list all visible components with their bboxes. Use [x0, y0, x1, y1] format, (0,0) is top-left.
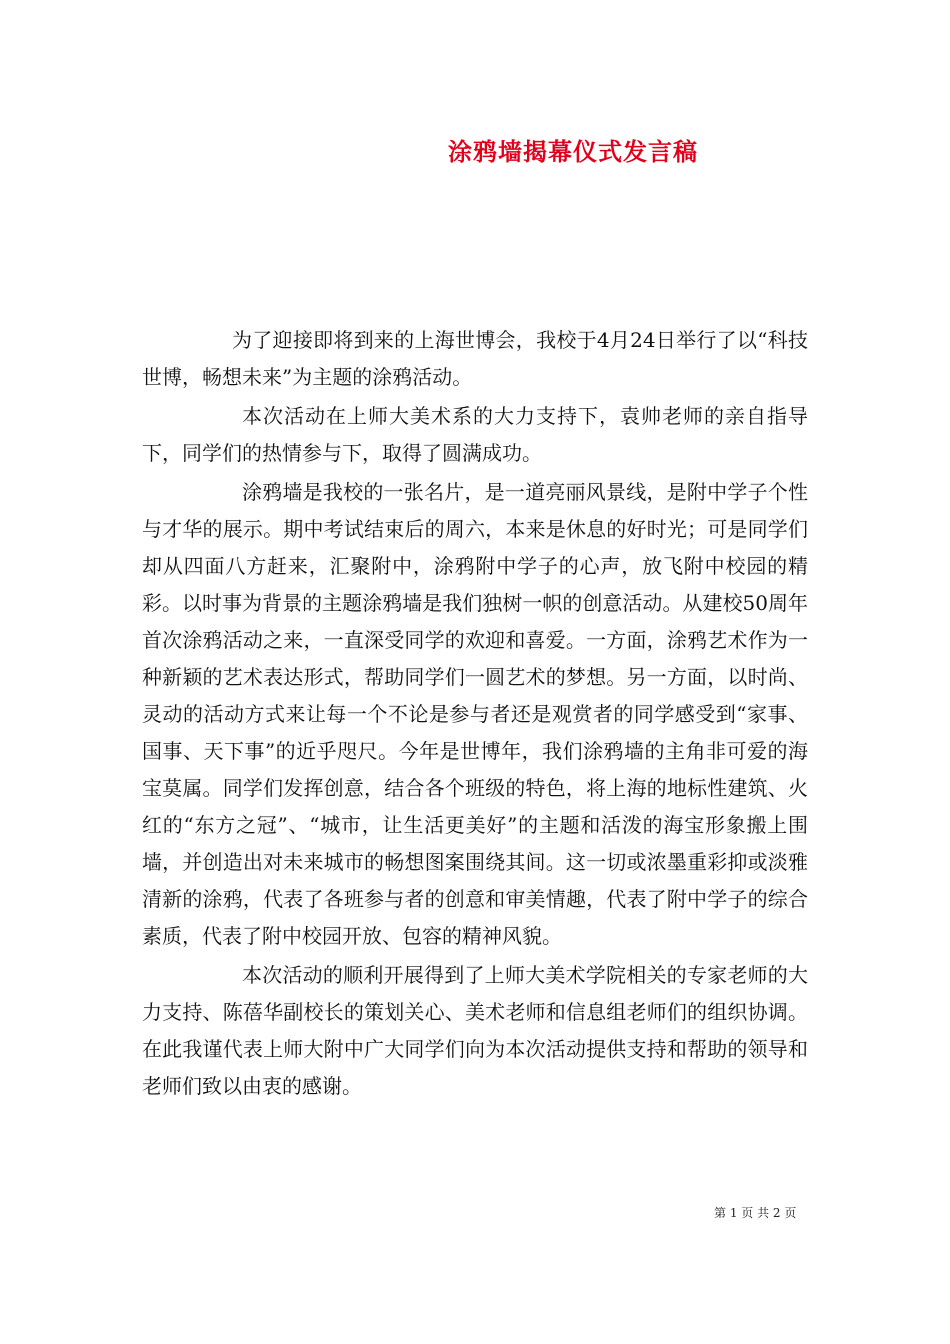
paragraph-4: 本次活动的顺利开展得到了上师大美术学院相关的专家老师的大力支持、陈蓓华副校长的策划关心、美术老师和信息组老师们的组织协调。在此我谨代表上师大附中广大同学们向为本次活动提供支持和帮助的领导和老师们致以由衷的感谢。	[142, 963, 808, 1098]
document-title: 涂鸦墙揭幕仪式发言稿	[448, 137, 698, 166]
paragraph-2: 本次活动在上师大美术系的大力支持下，袁帅老师的亲自指导下，同学们的热情参与下，取得了圆满成功。	[142, 404, 808, 465]
document-body	[142, 322, 808, 1107]
page-number-footer: 第 1 页 共 2 页	[714, 1206, 797, 1220]
paragraph-1: 为了迎接即将到来的上海世博会，我校于4月24日举行了以“科技世博，畅想未来”为主题的涂鸦活动。	[142, 328, 808, 389]
paragraph-3: 涂鸦墙是我校的一张名片，是一道亮丽风景线，是附中学子个性与才华的展示。期中考试结束后的周六，本来是休息的好时光；可是同学们却从四面八方赶来，汇聚附中，涂鸦附中学子的心声，放飞附中校园的精彩。以时事为背景的主题涂鸦墙是我们独树一帜的创意活动。从建校50周年首次涂鸦活动之来，一直深受同学的欢迎和喜爱。一方面，涂鸦艺术作为一种新颖的艺术表达形式，帮助同学们一圆艺术的梦想。另一方面，以时尚、灵动的活动方式来让每一个不论是参与者还是观赏者的同学感受到“家事、国事、天下事”的近乎咫尺。今年是世博年，我们涂鸦墙的主角非可爱的海宝莫属。同学们发挥创意，结合各个班级的特色，将上海的地标性建筑、火红的“东方之冠”、“城市，让生活更美好”的主题和活泼的海宝形象搬上围墙，并创造出对未来城市的畅想图案围绕其间。这一切或浓墨重彩抑或淡雅清新的涂鸦，代表了各班参与者的创意和审美情趣，代表了附中学子的综合素质，代表了附中校园开放、包容的精神风貌。	[142, 480, 808, 948]
